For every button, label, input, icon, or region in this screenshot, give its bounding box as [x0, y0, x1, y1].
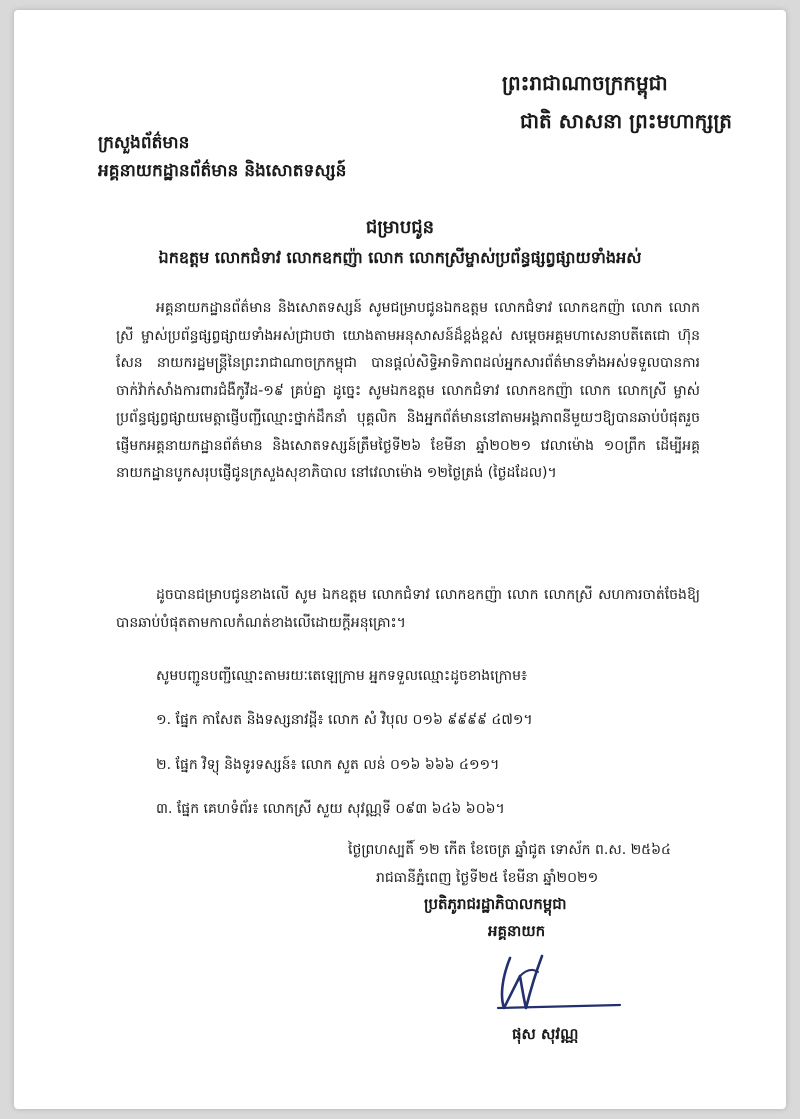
kingdom-heading: ព្រះរាជាណាចក្រកម្ពុជា	[502, 71, 668, 95]
body-paragraph-2: ដូចបានជម្រាបជូនខាងលើ សូម ឯកឧត្តម លោកជំទាវ លោកឧកញ៉ា លោក លោកស្រី សហការចាត់ចែងឱ្យបានឆាប់បំផុតតាមកាលកំណត់ខាងលើដោយក្តីអនុគ្រោះ។	[116, 587, 700, 631]
national-motto: ជាតិ សាសនា ព្រះមហាក្សត្រ	[520, 109, 732, 133]
place-date: រាជធានីភ្នំពេញ ថ្ងៃទី២៥ ខែមីនា ឆ្នាំ២០២១	[376, 870, 599, 886]
body-paragraph-1: អគ្គនាយកដ្ឋានព័ត៌មាន និងសោតទស្សន៍ សូមជម្រាបជូនឯកឧត្តម លោកជំទាវ លោកឧកញ៉ា លោក លោកស្រី ម្ចាស់ប្រព័ន្ធផ្សព្វផ្សាយទាំងអស់ជ្រាបថា យោងតាមអនុសាសន៍ដ៏ខ្ពង់ខ្ពស់ សម្តេចអគ្គមហាសេនាបតីតេជោ ហ៊ុន សែន នាយករដ្ឋមន្ត្រីនៃព្រះរាជាណាចក្រកម្ពុជា បានផ្តល់សិទ្ធិអាទិភាពដល់អ្នកសារព័ត៌មានទាំងអស់ទទួលបានការចាក់វ៉ាក់សាំងការពារជំងឺកូវីដ-១៩ គ្រប់គ្នា ដូច្នេះ សូមឯកឧត្តម លោកជំទាវ លោកឧកញ៉ា លោក លោកស្រី ម្ចាស់ប្រព័ន្ធផ្សព្វផ្សាយមេត្តាផ្ញើបញ្ជីឈ្មោះថ្នាក់ដឹកនាំ បុគ្គលិក និងអ្នកព័ត៌មាននៅតាមអង្គភាពនីមួយៗឱ្យបានឆាប់បំផុតរួចផ្ញើមកអគ្គនាយកដ្ឋានព័ត៌មាន និងសោតទស្សន៍ត្រឹមថ្ងៃទី២៦ ខែមីនា ឆ្នាំ២០២១ វេលាម៉ោង ១០ព្រឹក ដើម្បីអគ្គនាយកដ្ឋានបូកសរុបផ្ញើជូនក្រសួងសុខាភិបាល នៅវេលាម៉ោង ១២ថ្ងៃត្រង់ (ថ្ងៃដដែល)។	[116, 300, 700, 481]
lunar-date: ថ្ងៃព្រហស្បតិ៍ ១២ កើត ខែចេត្រ ឆ្នាំជូត ទោស័ក ព.ស. ២៥៦៤	[348, 842, 671, 858]
ministry-name: ក្រសួងព័ត៌មាន	[98, 133, 190, 153]
handwritten-signature	[490, 948, 630, 1020]
document-page	[14, 10, 786, 1109]
contacts-intro: សូមបញ្ជូនបញ្ជីឈ្មោះតាមរយៈតេឡេក្រាម អ្នកទទួលឈ្មោះដូចខាងក្រោម៖	[156, 668, 528, 684]
signatory-role: អគ្គនាយក	[488, 922, 546, 940]
department-name: អគ្គនាយកដ្ឋានព័ត៌មាន និងសោតទស្សន៍	[98, 161, 347, 181]
contact-item: ៣. ផ្នែក គេហទំព័រ៖ លោកស្រី សួយ សុវណ្ណទី ០៩៣ ៦៤៦ ៦០៦។	[156, 801, 505, 817]
contact-item: ១. ផ្នែក កាសែត និងទស្សនាវដ្តី៖ លោក សំ វិបុល ០១៦ ៩៩៩៩ ៤៧១។	[156, 712, 533, 728]
signer-name: ផុស សុវណ្ណ	[512, 1025, 579, 1043]
signatory-title: ប្រតិភូរាជរដ្ឋាភិបាលកម្ពុជា	[424, 895, 567, 913]
notice-recipients: ឯកឧត្តម លោកជំទាវ លោកឧកញ៉ា លោក លោកស្រីម្ចាស់ប្រព័ន្ធផ្សព្វផ្សាយទាំងអស់	[158, 248, 642, 267]
notice-title: ជម្រាបជូន	[365, 217, 435, 238]
contact-item: ២. ផ្នែក វិទ្យុ និងទូរទស្សន៍៖ លោក សួត លន់ ០១៦ ៦៦៦ ៤១១។	[156, 757, 500, 773]
